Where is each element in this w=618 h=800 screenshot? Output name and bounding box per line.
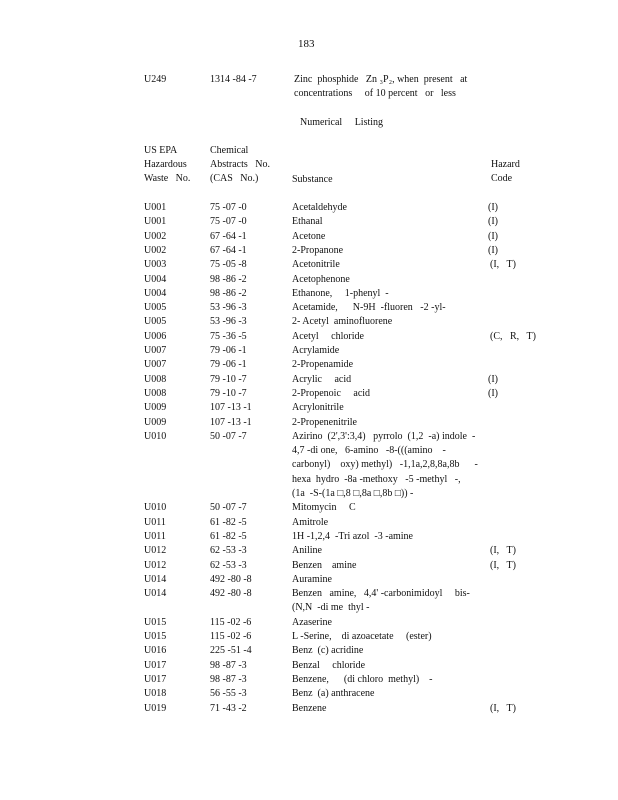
cas-number: 53 -96 -3 xyxy=(210,316,247,328)
substance xyxy=(292,401,344,415)
waste-code: U005 xyxy=(144,316,167,328)
substance-line: Azaserine xyxy=(292,616,332,628)
waste-code: U008 xyxy=(144,373,167,385)
cas-number: 75 -07 -0 xyxy=(210,216,247,228)
substance-line: hexa hydro -8a -methoxy -5 -methyl -, xyxy=(292,473,461,485)
substance-line: 4,7 -di one, 6-amino -8-(((amino - xyxy=(292,445,446,457)
cas-number: 71 -43 -2 xyxy=(210,702,247,714)
cas-number: 98 -86 -2 xyxy=(210,273,247,285)
cas-number: 50 -07 -7 xyxy=(210,430,247,442)
substance xyxy=(292,659,365,673)
substance-line: Benzene xyxy=(292,702,327,714)
substance xyxy=(292,516,328,530)
substance xyxy=(292,416,357,430)
substance xyxy=(292,258,340,272)
cas-number: 53 -96 -3 xyxy=(210,302,247,314)
page-number: 183 xyxy=(298,38,315,50)
waste-code: U015 xyxy=(144,616,167,628)
cas-number: 56 -55 -3 xyxy=(210,688,247,700)
substance-line: (1a -S-(1a □,8 □,8a □,8b □)) - xyxy=(292,487,414,499)
substance-line: Acetophenone xyxy=(292,273,350,285)
substance xyxy=(292,344,339,358)
substance xyxy=(292,301,446,315)
cas-number: 107 -13 -1 xyxy=(210,416,252,428)
substance xyxy=(292,230,325,244)
waste-code: U007 xyxy=(144,359,167,371)
substance-line: 2-Propenoic acid xyxy=(292,387,371,399)
substance xyxy=(292,373,351,387)
substance-line: Aniline xyxy=(292,545,322,557)
substance-line: 2-Propenenitrile xyxy=(292,416,357,428)
substance-line: Ethanone, 1-phenyl - xyxy=(292,287,389,299)
hazard-code: (I) xyxy=(488,387,498,399)
substance-line: Mitomycin C xyxy=(292,502,356,514)
header-line: Code xyxy=(491,173,513,184)
substance-line: 2- Acetyl aminofluorene xyxy=(292,316,393,328)
cas-number: 75 -05 -8 xyxy=(210,259,247,271)
hazard-code: (I) xyxy=(488,230,498,242)
hazard-code: (I) xyxy=(488,373,498,385)
cas-number: 98 -87 -3 xyxy=(210,659,247,671)
waste-code: U004 xyxy=(144,287,167,299)
waste-code: U007 xyxy=(144,345,167,356)
cas-number: 67 -64 -1 xyxy=(210,230,247,242)
substance xyxy=(292,573,332,587)
waste-code: U005 xyxy=(144,302,167,314)
substance xyxy=(292,587,470,616)
cas-number: 79 -10 -7 xyxy=(210,373,247,385)
cas-number: 115 -02 -6 xyxy=(210,631,252,642)
substance xyxy=(292,315,392,329)
substance xyxy=(292,201,347,215)
cas-number: 98 -87 -3 xyxy=(210,673,247,685)
hazard-code: (C, R, T) xyxy=(490,330,536,342)
substance-line: Ethanal xyxy=(292,216,323,228)
substance xyxy=(292,215,323,229)
substance xyxy=(292,287,389,301)
substance-line: Benz (a) anthracene xyxy=(292,688,375,700)
top-entry-substance-line: Zinc phosphide Zn ₃P₂, when present at xyxy=(294,74,468,85)
hazard-code: (I, T) xyxy=(490,259,516,271)
header-line: (CAS No.) xyxy=(210,173,259,184)
cas-number: 75 -36 -5 xyxy=(210,330,247,342)
substance-line: Acrylic acid xyxy=(292,373,352,385)
substance-line: (N,N -di me thyl - xyxy=(292,602,370,614)
substance-line: 2-Propanone xyxy=(292,244,344,256)
header-line: Waste No. xyxy=(144,173,191,184)
waste-code: U001 xyxy=(144,202,167,213)
substance xyxy=(292,430,478,501)
waste-code: U008 xyxy=(144,387,167,399)
cas-number: 61 -82 -5 xyxy=(210,516,247,528)
substance-line: 2-Propenamide xyxy=(292,359,354,371)
cas-number: 67 -64 -1 xyxy=(210,244,247,256)
waste-code: U017 xyxy=(144,673,167,685)
top-entry-cas: 1314 -84 -7 xyxy=(210,74,257,85)
substance-line: Acetaldehyde xyxy=(292,202,347,213)
substance-line: 1H -1,2,4 -Tri azol -3 -amine xyxy=(292,530,413,542)
top-entry-code: U249 xyxy=(144,74,167,85)
hazard-code: (I) xyxy=(488,216,498,228)
top-entry-substance xyxy=(294,73,467,101)
waste-code: U016 xyxy=(144,645,167,657)
waste-code: U010 xyxy=(144,430,167,442)
waste-code: U019 xyxy=(144,702,167,714)
waste-code: U015 xyxy=(144,631,167,642)
cas-number: 62 -53 -3 xyxy=(210,559,247,571)
substance xyxy=(292,630,432,644)
waste-code: U010 xyxy=(144,502,167,514)
substance xyxy=(292,673,433,687)
substance-line: Acetamide, N-9H -fluoren -2 -yl- xyxy=(292,302,446,314)
section-title: Numerical Listing xyxy=(300,117,384,128)
waste-code: U002 xyxy=(144,230,167,242)
hazard-code: (I, T) xyxy=(490,702,516,714)
substance-line: Benzen amine, 4,4' -carbonimidoyl bis- xyxy=(292,588,470,600)
substance-line: L -Serine, di azoacetate (ester) xyxy=(292,631,432,642)
substance-line: Auramine xyxy=(292,573,332,585)
waste-code: U011 xyxy=(144,530,166,542)
substance xyxy=(292,501,356,515)
substance xyxy=(292,358,353,372)
header-line: Hazard xyxy=(491,159,520,170)
header-hazard-code xyxy=(491,158,520,186)
substance-line: Acetyl chloride xyxy=(292,330,364,342)
waste-code: U003 xyxy=(144,259,167,271)
cas-number: 50 -07 -7 xyxy=(210,502,247,514)
cas-number: 79 -06 -1 xyxy=(210,345,247,356)
waste-code: U004 xyxy=(144,273,167,285)
substance xyxy=(292,530,413,544)
substance-line: Benz (c) acridine xyxy=(292,645,364,657)
substance-line: Benzen amine xyxy=(292,559,357,571)
waste-code: U006 xyxy=(144,330,167,342)
waste-code: U009 xyxy=(144,402,167,414)
header-line: Substance xyxy=(292,174,333,185)
waste-code: U002 xyxy=(144,244,167,256)
header-line: Chemical xyxy=(210,145,249,156)
waste-code: U012 xyxy=(144,545,167,557)
substance xyxy=(292,616,332,630)
cas-number: 79 -06 -1 xyxy=(210,359,247,371)
cas-number: 107 -13 -1 xyxy=(210,402,252,414)
header-line: US EPA xyxy=(144,145,178,156)
substance xyxy=(292,273,350,287)
header-line: Hazardous xyxy=(144,159,187,170)
substance xyxy=(292,544,322,558)
cas-number: 75 -07 -0 xyxy=(210,202,247,213)
substance xyxy=(292,702,326,716)
substance-line: Acetonitrile xyxy=(292,259,340,271)
substance xyxy=(292,687,374,701)
substance-line: Acrylamide xyxy=(292,345,340,356)
substance-line: Benzene, (di chloro methyl) - xyxy=(292,673,433,685)
cas-number: 492 -80 -8 xyxy=(210,588,252,600)
header-cas-no xyxy=(210,144,270,186)
hazard-code: (I, T) xyxy=(490,545,516,557)
substance-line: Benzal chloride xyxy=(292,659,366,671)
header-substance xyxy=(292,173,333,187)
substance-line: Acetone xyxy=(292,230,326,242)
waste-code: U018 xyxy=(144,688,167,700)
substance-line: carbonyl) oxy) methyl) -1,1a,2,8,8a,8b - xyxy=(292,459,478,471)
substance xyxy=(292,559,356,573)
hazard-code: (I, T) xyxy=(490,559,516,571)
cas-number: 62 -53 -3 xyxy=(210,545,247,557)
hazard-code: (I) xyxy=(488,244,498,256)
cas-number: 98 -86 -2 xyxy=(210,287,247,299)
waste-code: U011 xyxy=(144,516,166,528)
waste-code: U014 xyxy=(144,573,167,585)
cas-number: 225 -51 -4 xyxy=(210,645,252,657)
cas-number: 492 -80 -8 xyxy=(210,573,252,585)
cas-number: 79 -10 -7 xyxy=(210,387,247,399)
substance xyxy=(292,244,343,258)
substance xyxy=(292,330,364,344)
substance-line: Amitrole xyxy=(292,516,329,528)
substance-line: Azirino (2',3':3,4) pyrrolo (1,2 -a) indole - xyxy=(292,430,476,442)
substance xyxy=(292,644,363,658)
waste-code: U001 xyxy=(144,216,167,228)
cas-number: 61 -82 -5 xyxy=(210,530,247,542)
top-entry-substance-line: concentrations of 10 percent or less xyxy=(294,88,456,99)
substance xyxy=(292,387,370,401)
waste-code: U014 xyxy=(144,588,167,600)
cas-number: 115 -02 -6 xyxy=(210,616,252,628)
waste-code: U009 xyxy=(144,416,167,428)
substance-line: Acrylonitrile xyxy=(292,402,344,414)
header-waste-no xyxy=(144,144,190,186)
waste-code: U017 xyxy=(144,659,167,671)
hazard-code: (I) xyxy=(488,202,498,213)
header-line: Abstracts No. xyxy=(210,159,270,170)
waste-code: U012 xyxy=(144,559,167,571)
